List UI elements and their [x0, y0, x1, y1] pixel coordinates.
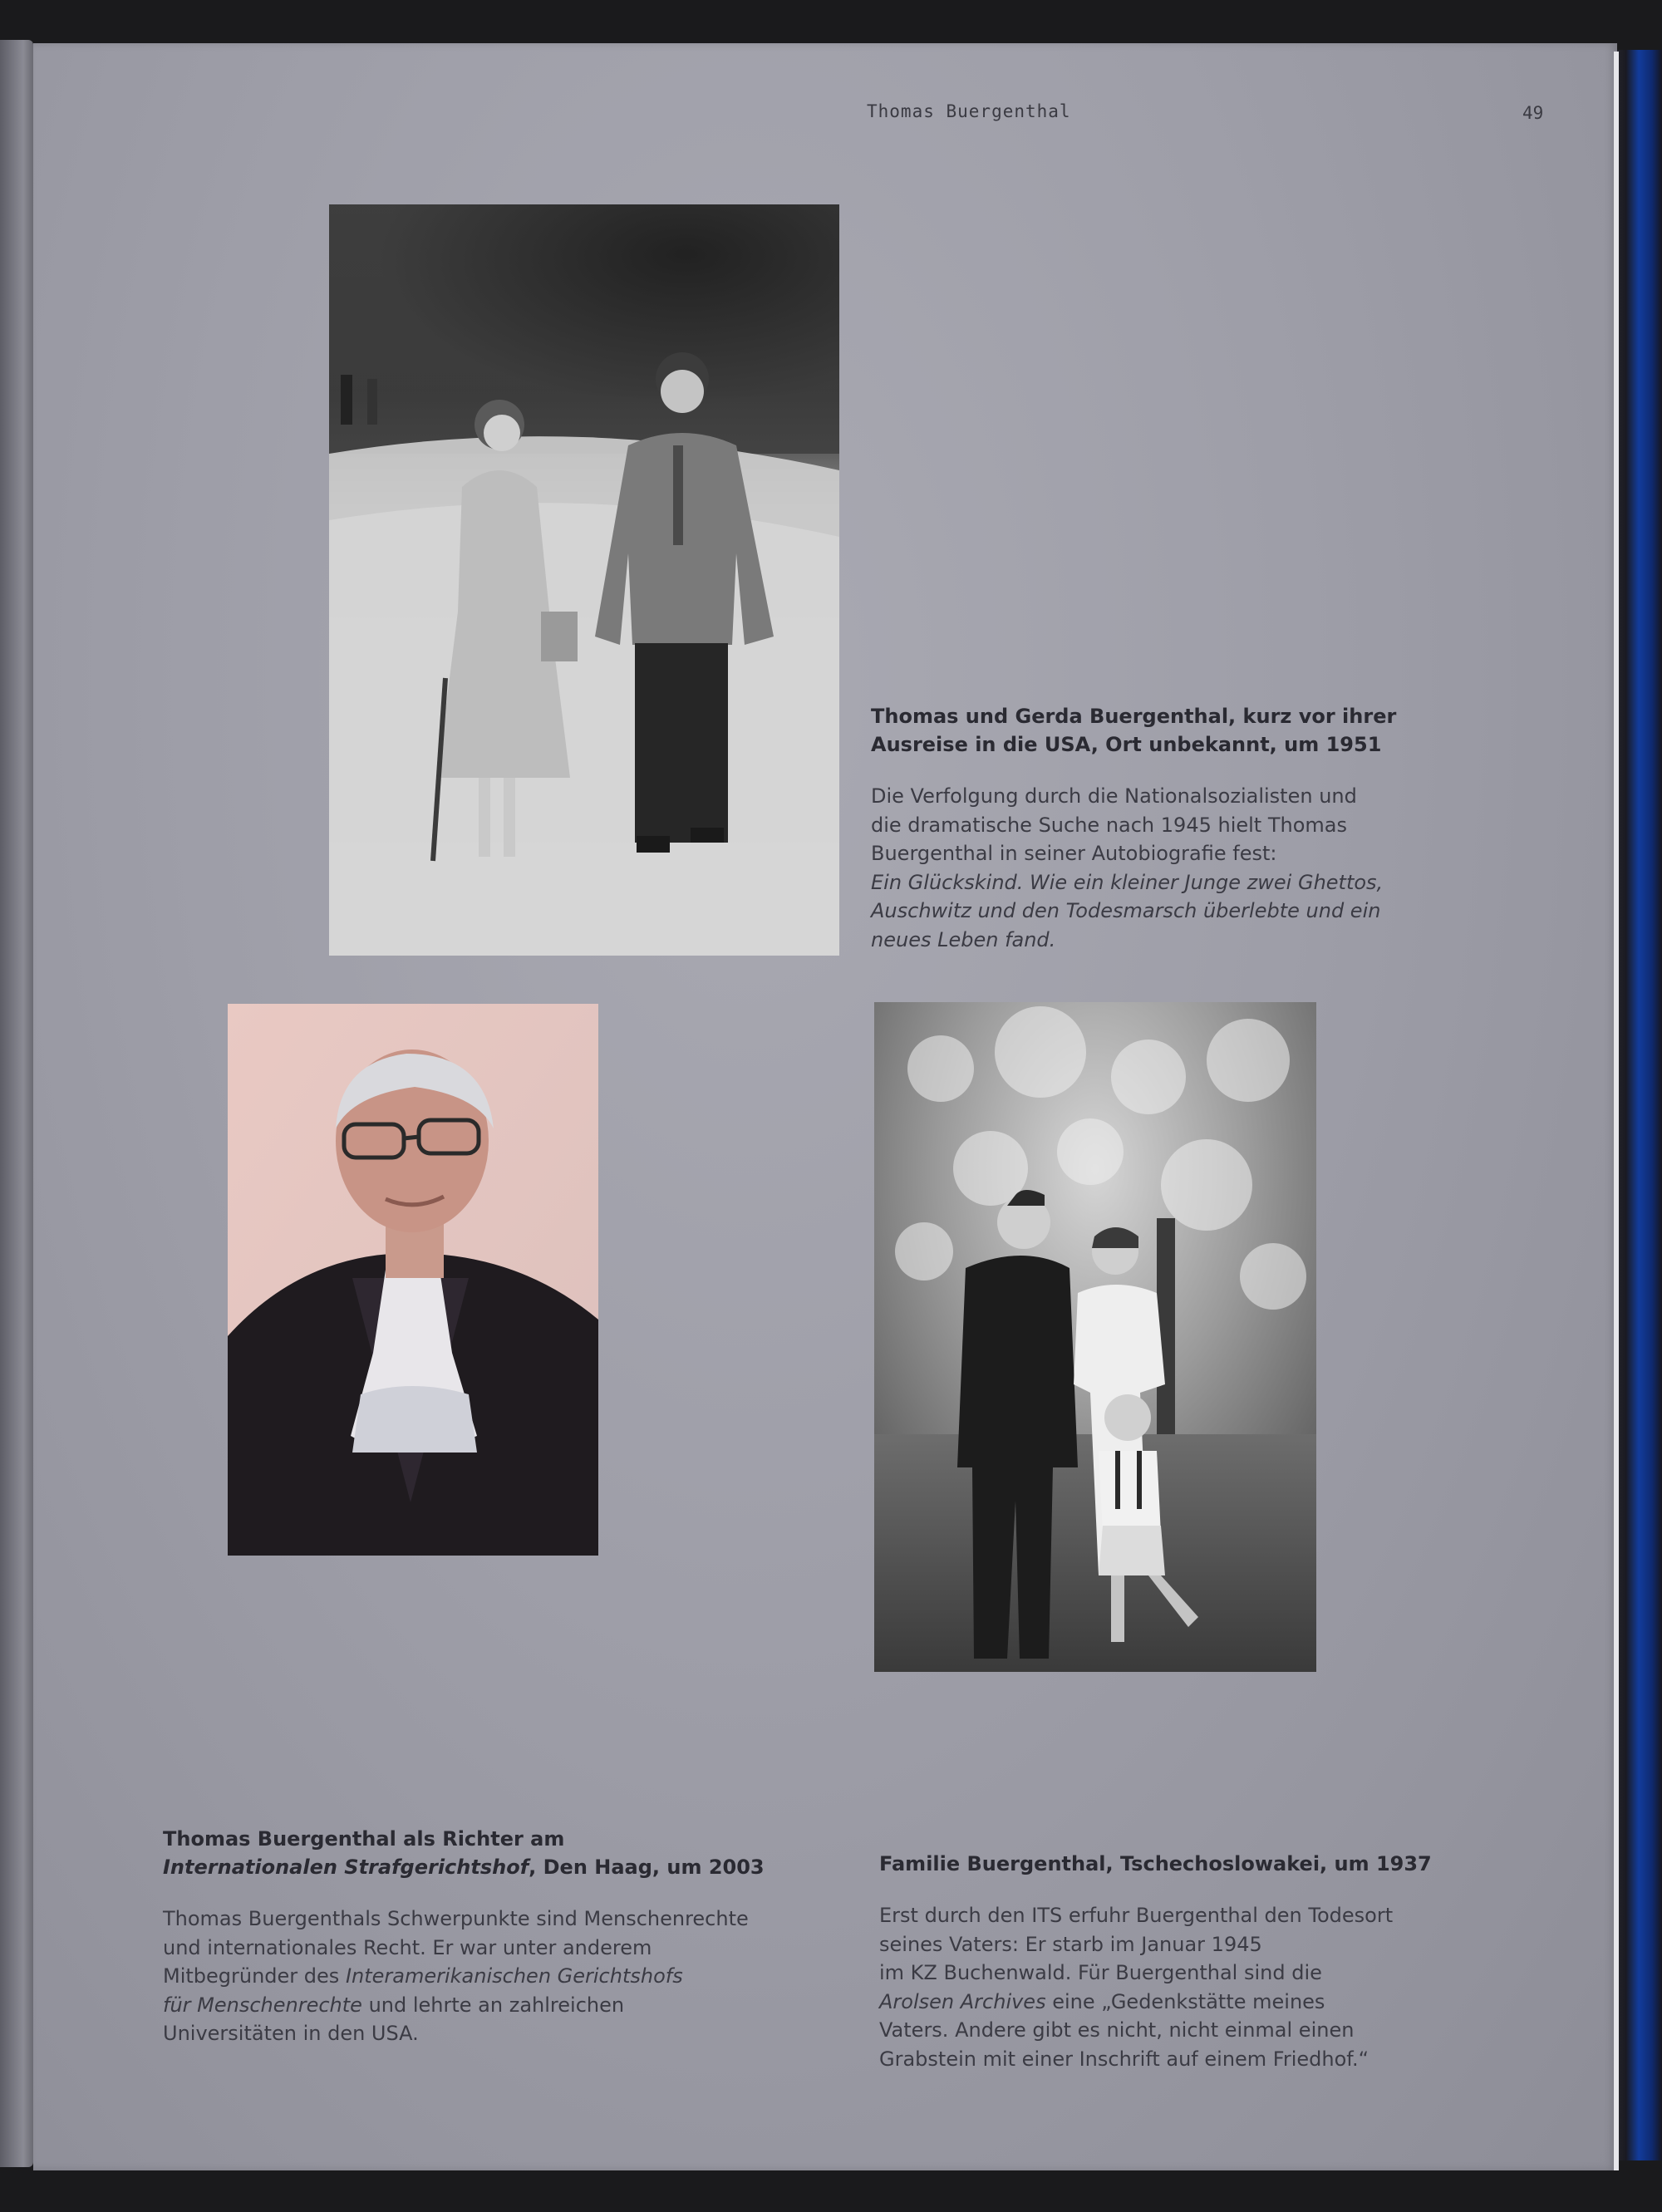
caption-judge-body-pre: Mitbegründer des [163, 1964, 346, 1988]
caption-judge-title-rest: , Den Haag, um 2003 [529, 1856, 765, 1879]
caption-couple-body [871, 782, 1469, 954]
caption-family-body-line: seines Vaters: Er starb im Januar 1945 [879, 1932, 1262, 1956]
caption-couple-body-line: Die Verfolgung durch die Nationalsozialisten und [871, 784, 1357, 808]
caption-judge-body-line [163, 1991, 811, 2020]
caption-judge-body [163, 1905, 811, 2048]
caption-judge-title [163, 1825, 811, 1881]
caption-judge-body-line: Universitäten in den USA. [163, 2022, 419, 2045]
caption-judge-body-line: Thomas Buergenthals Schwerpunkte sind Menschenrechte [163, 1907, 749, 1930]
caption-couple-title-line: Thomas und Gerda Buergenthal, kurz vor ihrer [871, 705, 1397, 728]
caption-family-body [879, 1901, 1478, 2073]
caption-family-body-line: im KZ Buchenwald. Für Buergenthal sind die [879, 1961, 1322, 1984]
caption-judge-title-line: Thomas Buergenthal als Richter am [163, 1827, 565, 1851]
book-title-italic: neues Leben fand. [871, 927, 1056, 951]
photo-family-image [874, 1002, 1316, 1672]
caption-couple-body-line [871, 868, 1469, 897]
caption-judge-body-rest: und lehrte an zahlreichen [361, 1993, 625, 2017]
caption-judge-body-line: und internationales Recht. Er war unter anderem [163, 1935, 652, 1959]
caption-family [879, 1850, 1478, 2073]
page-edge [1614, 52, 1619, 2170]
photo-judge-image [228, 1004, 598, 1556]
book-title-italic: Auschwitz und den Todesmarsch überlebte und ein [871, 899, 1381, 922]
caption-judge [163, 1825, 811, 2048]
caption-couple-body-line: die dramatische Suche nach 1945 hielt Thomas [871, 813, 1347, 837]
caption-family-body-line [879, 1988, 1478, 2017]
photo-family [874, 1002, 1316, 1672]
caption-couple-body-line: Buergenthal in seiner Autobiografie fest: [871, 842, 1277, 865]
caption-family-body-rest: eine „Gedenkstätte meines [1045, 1989, 1325, 2013]
left-page-edge [0, 40, 33, 2167]
court-name-italic: für Menschenrechte [163, 1993, 362, 2017]
photo-couple-walking [329, 204, 839, 956]
caption-judge-body-line [163, 1962, 811, 1991]
caption-couple [871, 702, 1469, 954]
caption-couple-body-line [871, 926, 1469, 955]
caption-family-body-line: Vaters. Andere gibt es nicht, nicht einmal einen [879, 2018, 1355, 2042]
archive-name-italic: Arolsen Archives [879, 1989, 1046, 2013]
caption-family-body-line: Erst durch den ITS erfuhr Buergenthal den Todesort [879, 1904, 1394, 1927]
page-number: 49 [1522, 103, 1544, 123]
court-name-italic: Internationalen Strafgerichtshof [163, 1856, 529, 1879]
book-title-italic: Ein Glückskind. Wie ein kleiner Junge zwei Ghettos, [871, 870, 1384, 894]
caption-family-title: Familie Buergenthal, Tschechoslowakei, um 1937 [879, 1852, 1432, 1875]
photo-judge-portrait [228, 1004, 598, 1556]
caption-couple-title-line: Ausreise in die USA, Ort unbekannt, um 1951 [871, 733, 1382, 756]
running-head: Thomas Buergenthal [867, 101, 1071, 121]
caption-family-body-line: Grabstein mit einer Inschrift auf einem Friedhof.“ [879, 2047, 1369, 2071]
caption-judge-title-line [163, 1853, 811, 1881]
caption-couple-body-line [871, 897, 1469, 926]
photo-couple-image [329, 204, 839, 956]
court-name-italic: Interamerikanischen Gerichtshofs [345, 1964, 683, 1988]
caption-couple-title [871, 702, 1469, 759]
